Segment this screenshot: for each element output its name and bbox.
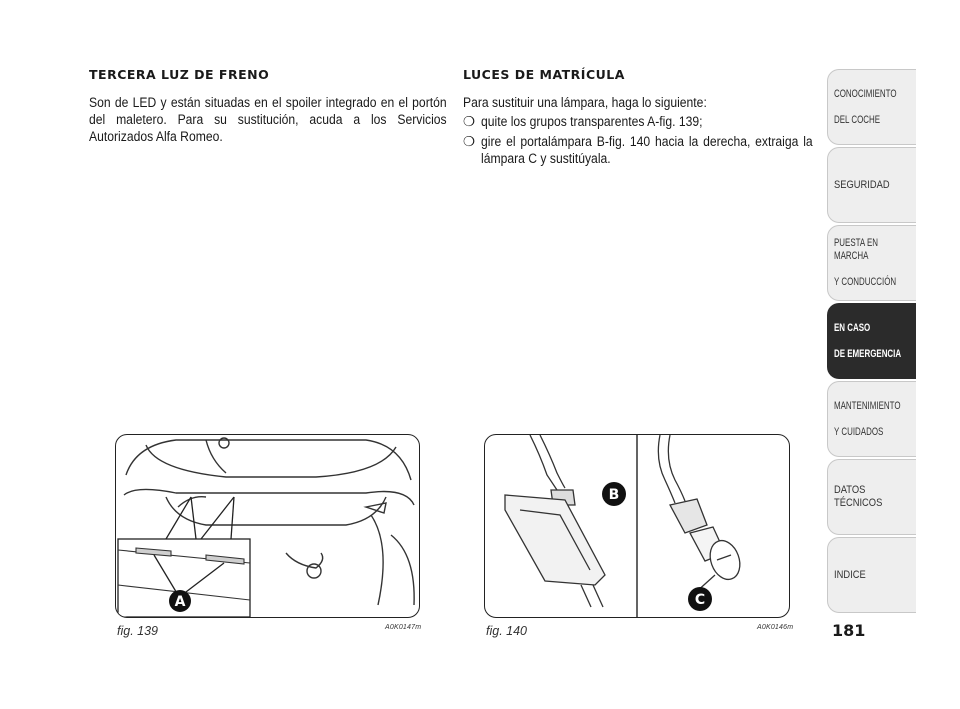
figure-rear-bumper-illustration [115,434,420,618]
lamp-holder-illustration [485,435,789,617]
figure-code: A0K0146m [757,624,794,631]
figure-caption: fig. 139 [117,624,159,638]
sidebar-tab-indice[interactable]: INDICE [827,537,916,613]
circle-bullet-icon: ❍ [463,134,476,149]
steps-list [463,113,813,167]
list-item [463,113,813,130]
sidebar-tab-puesta-en-marcha[interactable]: PUESTA EN MARCHA Y CONDUCCIÓN [827,225,916,301]
page-number: 181 [832,621,866,640]
section-heading: TERCERA LUZ DE FRENO [89,67,270,82]
section-third-brake-light [89,66,447,145]
callout-a-label: A [174,594,186,610]
callout-c-label: C [694,592,706,608]
sidebar-tab-seguridad[interactable]: SEGURIDAD [827,147,916,223]
sidebar-tab-mantenimiento[interactable]: MANTENIMIENTO Y CUIDADOS [827,381,916,457]
sidebar-tab-emergencia[interactable]: EN CASO DE EMERGENCIA [827,303,916,379]
chapter-sidebar [827,69,916,615]
step-text: gire el portalámpara B-fig. 140 hacia la derecha, extraiga la lámpara C y sustitúyala. [481,134,813,166]
step-text: quite los grupos transparentes A-fig. 139; [481,114,703,129]
section-paragraph: Son de LED y están situadas en el spoiler integrado en el portón del maletero. Para su sustitución, acuda a los Servicios Autorizados Alfa Romeo. [89,95,447,144]
sidebar-tab-conocimiento[interactable]: CONOCIMIENTO DEL COCHE [827,69,916,145]
section-license-plate-lights [463,66,813,170]
figure-caption: fig. 140 [486,624,528,638]
list-item [463,133,813,167]
sidebar-tab-datos-tecnicos[interactable]: DATOS TÉCNICOS [827,459,916,535]
intro-paragraph: Para sustituir una lámpara, haga lo siguiente: [463,95,707,110]
figure-code: A0K0147m [385,624,422,631]
figure-lamp-holder-illustration [484,434,790,618]
circle-bullet-icon: ❍ [463,114,476,129]
callout-b-label: B [608,487,620,503]
section-heading: LUCES DE MATRÍCULA [463,67,625,82]
car-rear-illustration [116,435,419,617]
